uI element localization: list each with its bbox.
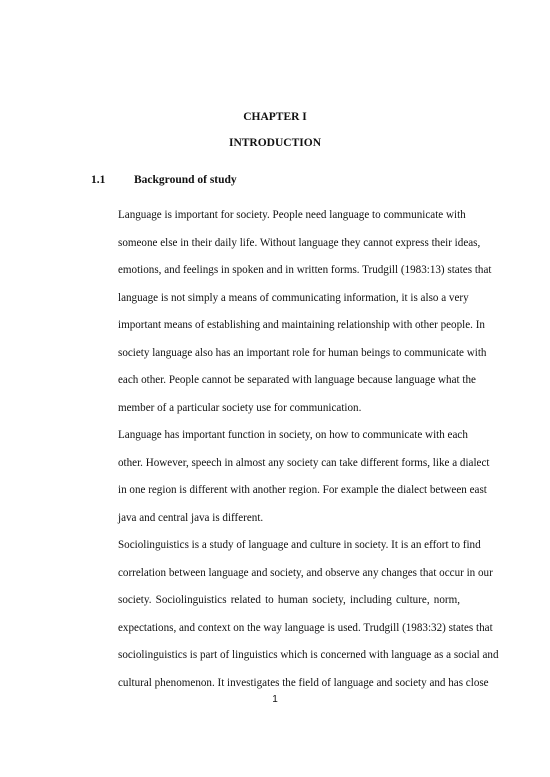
paragraph xyxy=(91,532,499,697)
text-line: important means of establishing and maintaining relationship with other people. In xyxy=(118,319,485,331)
text-line: each other. People cannot be separated with language because language what the xyxy=(118,374,476,386)
text-line: society language also has an important role for human beings to communicate with xyxy=(118,346,487,359)
text-line: someone else in their daily life. Without language they cannot express their ideas, xyxy=(118,236,481,249)
section-number: 1.1 xyxy=(91,174,106,186)
text-line: Language has important function in society, on how to communicate with each xyxy=(118,429,468,441)
chapter-title: INTRODUCTION xyxy=(228,137,321,149)
text-line: language is not simply a means of communicating information, it is also a very xyxy=(118,291,469,304)
paragraph xyxy=(91,202,492,422)
section-heading xyxy=(91,173,237,187)
page-number: 1 xyxy=(272,694,278,705)
chapter-label: CHAPTER I xyxy=(243,111,307,123)
text-line: correlation between language and society, and observe any changes that occur in our xyxy=(118,566,493,579)
text-line: emotions, and feelings in spoken and in written forms. Trudgill (1983:13) states that xyxy=(118,264,492,276)
text-line: java and central java is different. xyxy=(118,511,264,524)
text-line: cultural phenomenon. It investigates the field of language and society and has close xyxy=(118,676,489,689)
text-line: expectations, and context on the way language is used. Trudgill (1983:32) states that xyxy=(118,621,493,634)
text-line: member of a particular society use for communication. xyxy=(118,401,362,414)
section-title: Background of study xyxy=(134,174,237,186)
body-text xyxy=(91,202,499,697)
text-line: society. Sociolinguistics related to human society, including culture, norm, xyxy=(118,594,460,606)
text-line: Sociolinguistics is a study of language and culture in society. It is an effort to find xyxy=(118,539,481,551)
text-line: Language is important for society. People need language to communicate with xyxy=(118,209,466,221)
text-line: in one region is different with another region. For example the dialect between east xyxy=(118,484,487,496)
text-line: sociolinguistics is part of linguistics which is concerned with language as a social and xyxy=(118,649,499,661)
text-line: other. However, speech in almost any society can take different forms, like a dialect xyxy=(118,456,490,469)
paragraph xyxy=(91,422,490,532)
